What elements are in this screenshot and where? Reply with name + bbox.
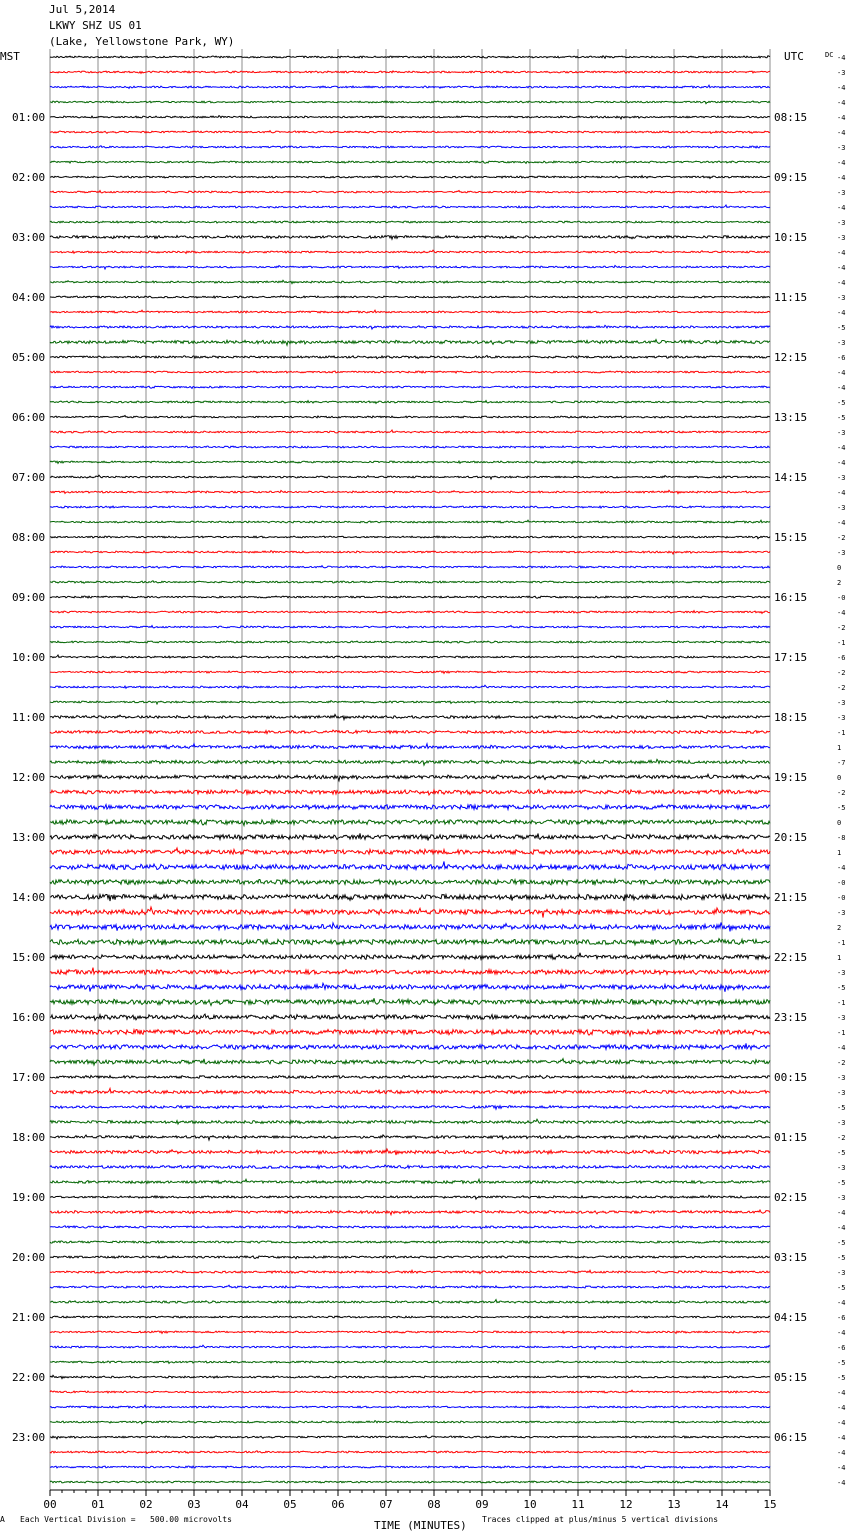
dc-offset-0: -4 [837, 54, 846, 62]
dc-offset-25: -3 [837, 429, 846, 437]
left-hour-label-16: 16:00 [12, 1011, 46, 1024]
trace-row-62 [50, 983, 770, 992]
left-zone-label: MST [0, 50, 20, 63]
trace-row-78 [50, 1226, 770, 1229]
minute-gridlines [50, 49, 770, 1490]
right-hour-label-23: 06:15 [774, 1431, 808, 1444]
dc-offset-15: -4 [837, 279, 846, 287]
trace-row-19 [50, 340, 770, 346]
trace-row-57 [50, 907, 770, 918]
trace-row-48 [50, 774, 770, 780]
trace-row-31 [50, 520, 770, 523]
dc-offset-58: 2 [837, 924, 842, 932]
trace-row-37 [50, 611, 770, 614]
trace-row-44 [50, 715, 770, 720]
trace-row-40 [50, 655, 770, 658]
trace-row-75 [50, 1179, 770, 1183]
left-hour-label-20: 20:00 [12, 1251, 46, 1264]
right-hour-label-2: 09:15 [774, 171, 808, 184]
trace-row-92 [50, 1436, 770, 1439]
dc-offset-12: -3 [837, 234, 846, 242]
trace-row-61 [50, 968, 770, 975]
station-label: LKWY SHZ US 01 [49, 19, 142, 32]
seismic-traces [50, 56, 770, 1483]
trace-row-85 [50, 1331, 770, 1333]
x-tick-label-15: 15 [763, 1498, 777, 1511]
trace-row-67 [50, 1059, 770, 1065]
trace-row-21 [50, 371, 770, 373]
trace-row-27 [50, 461, 770, 463]
trace-row-24 [50, 416, 770, 418]
right-hour-label-9: 16:15 [774, 591, 808, 604]
x-tick-label-2: 02 [139, 1498, 153, 1511]
trace-row-76 [50, 1195, 770, 1199]
dc-offset-91: -4 [837, 1419, 846, 1427]
dc-offset-27: -4 [837, 459, 846, 467]
trace-row-39 [50, 641, 770, 643]
trace-row-1 [50, 71, 770, 74]
trace-row-35 [50, 581, 770, 583]
trace-row-5 [50, 131, 770, 134]
right-hour-label-4: 11:15 [774, 291, 808, 304]
dc-offset-21: -4 [837, 369, 846, 377]
left-hour-label-1: 01:00 [12, 111, 46, 124]
dc-offset-6: -3 [837, 144, 846, 152]
dc-offset-38: -2 [837, 624, 846, 632]
trace-row-88 [50, 1375, 770, 1378]
trace-row-42 [50, 685, 770, 688]
dc-offset-36: -0 [837, 594, 846, 602]
trace-row-26 [50, 446, 770, 448]
left-hour-label-8: 08:00 [12, 531, 46, 544]
dc-offset-1: -3 [837, 69, 846, 77]
right-hour-label-22: 05:15 [774, 1371, 808, 1384]
left-hour-label-11: 11:00 [12, 711, 46, 724]
right-hour-label-13: 20:15 [774, 831, 808, 844]
left-hour-label-13: 13:00 [12, 831, 46, 844]
left-hour-label-14: 14:00 [12, 891, 46, 904]
dc-offset-86: -6 [837, 1344, 846, 1352]
x-tick-label-0: 00 [43, 1498, 57, 1511]
dc-offset-8: -4 [837, 174, 846, 182]
dc-offset-3: -4 [837, 99, 846, 107]
right-hour-label-7: 14:15 [774, 471, 808, 484]
dc-offset-49: -2 [837, 789, 846, 797]
dc-offset-31: -4 [837, 519, 846, 527]
dc-offset-41: -2 [837, 669, 846, 677]
x-tick-label-9: 09 [475, 1498, 489, 1511]
trace-row-36 [50, 596, 770, 598]
trace-row-3 [50, 101, 770, 104]
dc-offset-18: -5 [837, 324, 846, 332]
trace-row-30 [50, 506, 770, 508]
trace-row-50 [50, 805, 770, 810]
dc-offset-63: -1 [837, 999, 846, 1007]
dc-offset-47: -7 [837, 759, 846, 767]
dc-offset-79: -5 [837, 1239, 846, 1247]
trace-row-59 [50, 939, 770, 945]
dc-offset-89: -4 [837, 1389, 846, 1397]
right-hour-label-12: 19:15 [774, 771, 808, 784]
scale-note: Each Vertical Division = 500.00 microvolts [20, 1515, 232, 1524]
dc-offset-30: -3 [837, 504, 846, 512]
right-hour-label-15: 22:15 [774, 951, 808, 964]
trace-row-89 [50, 1390, 770, 1393]
left-hour-label-9: 09:00 [12, 591, 46, 604]
trace-row-33 [50, 551, 770, 554]
trace-row-52 [50, 833, 770, 840]
trace-row-86 [50, 1345, 770, 1349]
dc-offset-28: -3 [837, 474, 846, 482]
x-tick-label-12: 12 [619, 1498, 633, 1511]
dc-offset-55: -0 [837, 879, 846, 887]
clip-note: Traces clipped at plus/minus 5 vertical divisions [482, 1515, 719, 1524]
trace-row-64 [50, 1014, 770, 1020]
dc-offset-70: -5 [837, 1104, 846, 1112]
trace-row-74 [50, 1165, 770, 1169]
dc-offset-90: -4 [837, 1404, 846, 1412]
dc-offset-20: -6 [837, 354, 846, 362]
dc-offset-69: -3 [837, 1089, 846, 1097]
trace-row-34 [50, 566, 770, 569]
dc-offset-16: -3 [837, 294, 846, 302]
trace-row-29 [50, 490, 770, 493]
dc-offset-87: -5 [837, 1359, 846, 1367]
dc-offset-83: -4 [837, 1299, 846, 1307]
dc-offset-52: -8 [837, 834, 846, 842]
trace-row-53 [50, 848, 770, 854]
trace-row-70 [50, 1106, 770, 1110]
right-hour-label-5: 12:15 [774, 351, 808, 364]
dc-offset-67: -2 [837, 1059, 846, 1067]
right-hour-label-11: 18:15 [774, 711, 808, 724]
dc-offset-42: -2 [837, 684, 846, 692]
trace-row-66 [50, 1043, 770, 1049]
x-tick-label-13: 13 [667, 1498, 681, 1511]
left-hour-label-21: 21:00 [12, 1311, 46, 1324]
dc-offset-39: -1 [837, 639, 846, 647]
dc-offset-61: -3 [837, 969, 846, 977]
dc-offset-88: -5 [837, 1374, 846, 1382]
trace-row-9 [50, 191, 770, 193]
x-tick-label-7: 07 [379, 1498, 393, 1511]
location-label: (Lake, Yellowstone Park, WY) [49, 35, 235, 48]
trace-row-11 [50, 221, 770, 223]
dc-offset-44: -3 [837, 714, 846, 722]
trace-row-58 [50, 923, 770, 932]
trace-row-2 [50, 85, 770, 88]
dc-offset-56: -0 [837, 894, 846, 902]
left-hour-label-19: 19:00 [12, 1191, 46, 1204]
trace-row-8 [50, 176, 770, 179]
right-hour-label-21: 04:15 [774, 1311, 808, 1324]
right-hour-label-20: 03:15 [774, 1251, 808, 1264]
left-hour-label-12: 12:00 [12, 771, 46, 784]
date-label: Jul 5,2014 [49, 3, 116, 16]
trace-row-71 [50, 1119, 770, 1124]
x-axis-title: TIME (MINUTES) [374, 1519, 467, 1532]
trace-row-10 [50, 205, 770, 208]
x-tick-label-3: 03 [187, 1498, 201, 1511]
dc-offset-13: -4 [837, 249, 846, 257]
left-hour-label-4: 04:00 [12, 291, 46, 304]
x-tick-label-8: 08 [427, 1498, 441, 1511]
right-hour-label-19: 02:15 [774, 1191, 808, 1204]
trace-row-80 [50, 1256, 770, 1259]
dc-offset-40: -6 [837, 654, 846, 662]
x-tick-label-1: 01 [91, 1498, 105, 1511]
left-hour-label-2: 02:00 [12, 171, 46, 184]
trace-row-12 [50, 236, 770, 240]
dc-offset-75: -5 [837, 1179, 846, 1187]
trace-row-4 [50, 116, 770, 119]
right-hour-label-14: 21:15 [774, 891, 808, 904]
trace-row-18 [50, 325, 770, 329]
trace-row-45 [50, 730, 770, 734]
trace-row-91 [50, 1421, 770, 1424]
dc-offset-51: 0 [837, 819, 842, 827]
trace-row-46 [50, 744, 770, 749]
x-tick-label-5: 05 [283, 1498, 297, 1511]
dc-offset-33: -3 [837, 549, 846, 557]
dc-offset-62: -5 [837, 984, 846, 992]
trace-row-32 [50, 536, 770, 539]
trace-row-79 [50, 1241, 770, 1243]
trace-row-68 [50, 1075, 770, 1078]
x-tick-label-11: 11 [571, 1498, 585, 1511]
trace-row-47 [50, 759, 770, 765]
trace-row-22 [50, 386, 770, 388]
dc-offset-82: -5 [837, 1284, 846, 1292]
dc-label: DC [825, 51, 834, 59]
x-tick-label-4: 04 [235, 1498, 249, 1511]
dc-offset-48: 0 [837, 774, 842, 782]
dc-offset-22: -4 [837, 384, 846, 392]
trace-row-72 [50, 1135, 770, 1140]
dc-offset-46: 1 [837, 744, 842, 752]
dc-offset-95: -4 [837, 1479, 846, 1487]
trace-row-16 [50, 296, 770, 298]
dc-offset-11: -3 [837, 219, 846, 227]
dc-offset-80: -5 [837, 1254, 846, 1262]
trace-row-13 [50, 250, 770, 253]
trace-row-69 [50, 1088, 770, 1093]
trace-row-93 [50, 1451, 770, 1454]
trace-row-15 [50, 280, 770, 283]
dc-offset-37: -4 [837, 609, 846, 617]
trace-row-54 [50, 861, 770, 869]
trace-row-49 [50, 789, 770, 795]
dc-offset-43: -3 [837, 699, 846, 707]
dc-offset-78: -4 [837, 1224, 846, 1232]
left-hour-label-3: 03:00 [12, 231, 46, 244]
dc-offset-77: -4 [837, 1209, 846, 1217]
dc-offset-32: -2 [837, 534, 846, 542]
dc-offset-19: -3 [837, 339, 846, 347]
trace-row-82 [50, 1285, 770, 1288]
dc-offset-24: -5 [837, 414, 846, 422]
trace-row-28 [50, 475, 770, 479]
x-tick-label-10: 10 [523, 1498, 537, 1511]
dc-offset-60: 1 [837, 954, 842, 962]
dc-offset-26: -4 [837, 444, 846, 452]
dc-offset-45: -1 [837, 729, 846, 737]
left-hour-label-15: 15:00 [12, 951, 46, 964]
dc-offset-81: -3 [837, 1269, 846, 1277]
dc-offset-17: -4 [837, 309, 846, 317]
dc-offset-23: -5 [837, 399, 846, 407]
dc-offset-92: -4 [837, 1434, 846, 1442]
right-hour-label-10: 17:15 [774, 651, 808, 664]
trace-row-84 [50, 1316, 770, 1318]
dc-offset-9: -3 [837, 189, 846, 197]
right-hour-label-17: 00:15 [774, 1071, 808, 1084]
trace-row-73 [50, 1149, 770, 1155]
dc-offset-59: -1 [837, 939, 846, 947]
dc-offset-35: 2 [837, 579, 842, 587]
trace-row-87 [50, 1361, 770, 1364]
left-hour-label-10: 10:00 [12, 651, 46, 664]
right-hour-label-16: 23:15 [774, 1011, 808, 1024]
dc-offset-53: 1 [837, 849, 842, 857]
dc-offset-50: -5 [837, 804, 846, 812]
dc-offset-84: -6 [837, 1314, 846, 1322]
dc-offset-73: -5 [837, 1149, 846, 1157]
left-hour-label-6: 06:00 [12, 411, 46, 424]
dc-offset-85: -4 [837, 1329, 846, 1337]
dc-offset-68: -3 [837, 1074, 846, 1082]
dc-offset-5: -4 [837, 129, 846, 137]
x-axis [43, 1490, 776, 1511]
dc-offset-57: -3 [837, 909, 846, 917]
left-hour-label-17: 17:00 [12, 1071, 46, 1084]
trace-row-90 [50, 1405, 770, 1408]
trace-row-56 [50, 894, 770, 901]
right-hour-label-3: 10:15 [774, 231, 808, 244]
corner-mark: A [0, 1515, 5, 1524]
dc-offset-66: -4 [837, 1044, 846, 1052]
dc-offset-64: -3 [837, 1014, 846, 1022]
trace-row-81 [50, 1270, 770, 1273]
trace-row-51 [50, 820, 770, 826]
trace-row-0 [50, 56, 770, 59]
dc-offset-10: -4 [837, 204, 846, 212]
trace-row-65 [50, 1030, 770, 1036]
dc-offset-34: 0 [837, 564, 842, 572]
x-tick-label-6: 06 [331, 1498, 345, 1511]
dc-offset-54: -4 [837, 864, 846, 872]
trace-row-7 [50, 161, 770, 163]
trace-row-41 [50, 671, 770, 673]
left-hour-label-5: 05:00 [12, 351, 46, 364]
dc-offset-94: -4 [837, 1464, 846, 1472]
right-hour-label-8: 15:15 [774, 531, 808, 544]
trace-row-63 [50, 998, 770, 1005]
right-hour-label-1: 08:15 [774, 111, 808, 124]
dc-offset-29: -4 [837, 489, 846, 497]
trace-row-83 [50, 1300, 770, 1304]
dc-offset-93: -4 [837, 1449, 846, 1457]
right-zone-label: UTC [784, 50, 804, 63]
left-hour-label-18: 18:00 [12, 1131, 46, 1144]
dc-offset-4: -4 [837, 114, 846, 122]
right-hour-label-18: 01:15 [774, 1131, 808, 1144]
dc-offset-65: -1 [837, 1029, 846, 1037]
trace-row-95 [50, 1481, 770, 1483]
trace-row-55 [50, 879, 770, 885]
trace-row-14 [50, 266, 770, 270]
dc-offset-71: -3 [837, 1119, 846, 1127]
trace-row-94 [50, 1466, 770, 1468]
left-hour-label-7: 07:00 [12, 471, 46, 484]
x-tick-label-14: 14 [715, 1498, 729, 1511]
dc-offset-74: -3 [837, 1164, 846, 1172]
trace-row-43 [50, 701, 770, 705]
dc-offset-76: -3 [837, 1194, 846, 1202]
trace-row-6 [50, 146, 770, 148]
trace-row-23 [50, 401, 770, 404]
right-hour-label-6: 13:15 [774, 411, 808, 424]
trace-row-17 [50, 310, 770, 313]
trace-row-25 [50, 430, 770, 433]
trace-row-77 [50, 1210, 770, 1215]
dc-offset-7: -4 [837, 159, 846, 167]
dc-offset-2: -4 [837, 84, 846, 92]
trace-row-60 [50, 953, 770, 960]
left-hour-label-23: 23:00 [12, 1431, 46, 1444]
trace-row-38 [50, 626, 770, 628]
left-hour-label-22: 22:00 [12, 1371, 46, 1384]
dc-offset-72: -2 [837, 1134, 846, 1142]
dc-offset-14: -4 [837, 264, 846, 272]
trace-row-20 [50, 356, 770, 359]
